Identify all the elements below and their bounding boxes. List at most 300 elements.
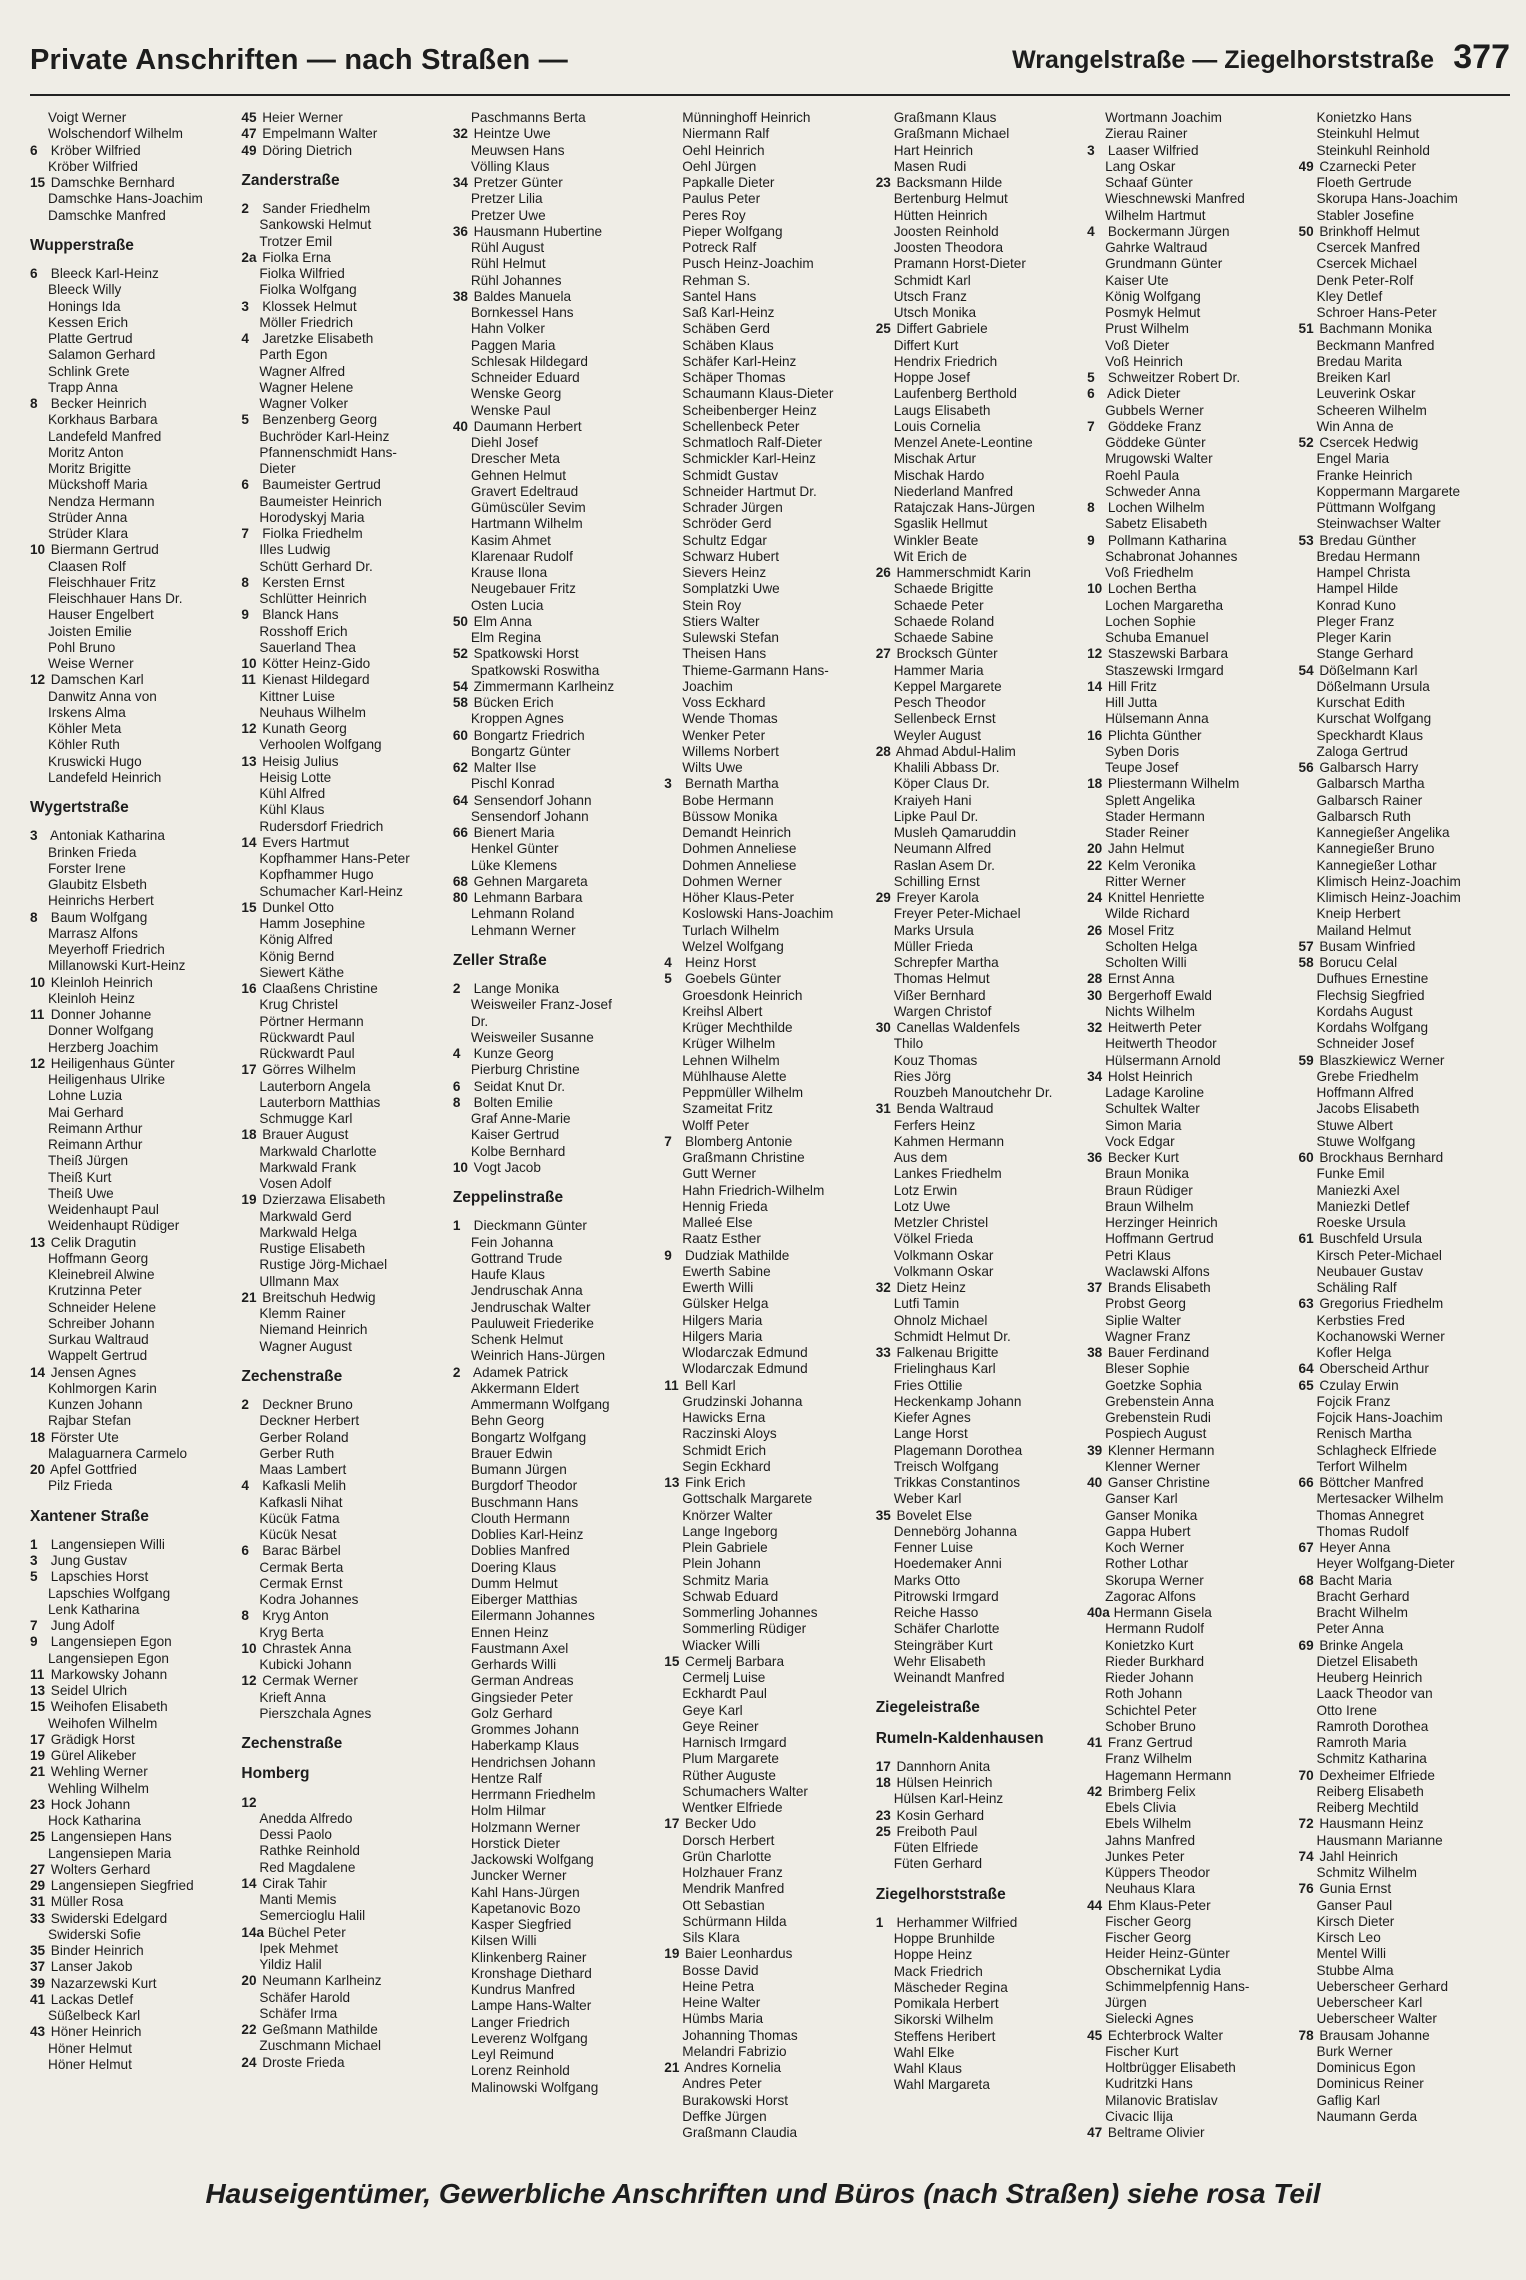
resident-name: Dessi Paolo xyxy=(259,1827,332,1842)
list-item xyxy=(453,906,664,922)
list-item xyxy=(664,484,875,500)
street-range-title: Wrangelstraße — Ziegelhorststraße xyxy=(1012,46,1434,74)
resident-name: Kurschat Edith xyxy=(1316,695,1405,710)
resident-name: Bacht Maria xyxy=(1319,1572,1392,1588)
resident-name: Moritz Anton xyxy=(48,444,124,460)
house-number: 12 xyxy=(241,1794,257,1810)
list-item xyxy=(664,289,875,305)
resident-name: Marrasz Alfons xyxy=(48,925,138,941)
resident-name: Franz Gertrud xyxy=(1107,1735,1193,1750)
resident-name: Pomikala Herbert xyxy=(893,1996,999,2011)
resident-name: Scholten Helga xyxy=(1105,938,1198,954)
resident-name: Bauer Ferdinand xyxy=(1107,1345,1210,1360)
resident-name: Wlodarczak Edmund xyxy=(682,1361,808,1377)
resident-name: Wehr Elisabeth xyxy=(893,1653,986,1669)
list-item xyxy=(1087,776,1298,792)
list-item xyxy=(1087,565,1298,581)
list-item xyxy=(664,1621,875,1637)
list-item xyxy=(241,721,452,737)
list-item xyxy=(664,1963,875,1979)
list-item xyxy=(1087,1638,1298,1654)
list-item xyxy=(1087,1134,1298,1150)
resident-name: Johanning Thomas xyxy=(682,2027,798,2043)
list-item xyxy=(1299,321,1510,337)
list-item xyxy=(1087,1378,1298,1394)
list-item xyxy=(876,1915,1087,1931)
resident-name: Joosten Reinhold xyxy=(893,223,999,239)
resident-name: Plichta Günther xyxy=(1107,727,1202,743)
list-item xyxy=(1299,1735,1510,1751)
resident-name: Kücük Nesat xyxy=(259,1527,337,1542)
resident-name: Hütten Heinrich xyxy=(893,207,988,223)
resident-name: Weyler August xyxy=(893,727,982,743)
house-number: 2 xyxy=(241,201,249,216)
list-item xyxy=(1087,598,1298,614)
resident-name: Schrader Jürgen xyxy=(682,500,783,515)
list-item xyxy=(453,1641,664,1657)
list-item xyxy=(1299,598,1510,614)
list-item xyxy=(664,1946,875,1962)
list-item xyxy=(30,396,241,412)
resident-name: Cermak Berta xyxy=(259,1559,344,1575)
resident-name: Bongartz Wolfgang xyxy=(470,1429,587,1445)
list-item xyxy=(1087,1654,1298,1670)
list-item xyxy=(453,1348,664,1364)
resident-name: Görres Wilhelm xyxy=(262,1062,356,1078)
resident-name: Döring Dietrich xyxy=(262,142,353,158)
resident-name: Gerhards Willi xyxy=(470,1657,557,1672)
street-heading: Zeller Straße xyxy=(452,951,547,969)
resident-name: Püttmann Wolfgang xyxy=(1316,500,1436,515)
list-item xyxy=(876,1556,1087,1572)
house-number: 6 xyxy=(241,477,249,493)
resident-name: Dößelmann Ursula xyxy=(1316,678,1430,694)
house-number: 10 xyxy=(452,1159,468,1175)
column-5 xyxy=(876,110,1087,2150)
resident-name: Weidenhaupt Rüdiger xyxy=(48,1218,180,1234)
resident-name: Gümüscüler Sevim xyxy=(470,500,586,515)
resident-name: Ebels Wilhelm xyxy=(1105,1816,1192,1832)
resident-name: Jürgen xyxy=(1105,1995,1147,2010)
house-number: 38 xyxy=(452,288,468,304)
list-item xyxy=(453,1495,664,1511)
resident-name: Ueberscheer Karl xyxy=(1316,1995,1423,2010)
resident-name: Faustmann Axel xyxy=(470,1640,569,1656)
list-item xyxy=(453,1982,664,1998)
resident-name: Peres Roy xyxy=(682,207,746,223)
list-item xyxy=(30,1365,241,1381)
resident-name: Csercek Hedwig xyxy=(1319,435,1419,450)
resident-name: Schäper Thomas xyxy=(682,370,786,385)
resident-name: Pieper Wolfgang xyxy=(682,223,783,239)
resident-name: Schäfer Charlotte xyxy=(893,1621,1000,1637)
resident-name: Bleser Sophie xyxy=(1105,1361,1190,1377)
list-item xyxy=(453,1511,664,1527)
house-number: 15 xyxy=(30,1699,46,1715)
list-item xyxy=(453,1722,664,1738)
list-item xyxy=(1087,354,1298,370)
list-item xyxy=(876,565,1087,581)
list-item xyxy=(876,939,1087,955)
resident-name: Kessen Erich xyxy=(48,314,129,330)
resident-name: Höner Helmut xyxy=(48,2040,132,2056)
list-item xyxy=(453,2047,664,2063)
list-item xyxy=(241,1478,452,1494)
list-item xyxy=(1299,1589,1510,1605)
resident-name: Hausmann Heinz xyxy=(1319,1816,1424,1832)
resident-name: Gunia Ernst xyxy=(1319,1881,1392,1897)
list-item xyxy=(453,1950,664,1966)
resident-name: Klimisch Heinz-Joachim xyxy=(1316,873,1461,889)
list-item xyxy=(664,760,875,776)
list-item xyxy=(241,559,452,575)
resident-name: Chrastek Anna xyxy=(262,1640,352,1656)
resident-name: Stiers Walter xyxy=(682,613,760,629)
resident-name: Illes Ludwig xyxy=(259,542,331,558)
resident-name: Deckner Bruno xyxy=(262,1397,353,1412)
list-item xyxy=(1087,224,1298,240)
list-item xyxy=(1299,1881,1510,1897)
resident-name: Wargen Christof xyxy=(893,1003,992,1019)
list-item xyxy=(30,737,241,753)
list-item xyxy=(453,516,664,532)
resident-name: Voss Eckhard xyxy=(682,695,766,710)
resident-name: Höner Helmut xyxy=(48,2056,132,2072)
list-item xyxy=(30,331,241,347)
resident-name: Kötter Heinz-Gido xyxy=(262,656,371,671)
resident-name: Leverenz Wolfgang xyxy=(470,2030,588,2046)
list-item xyxy=(664,2093,875,2109)
list-item xyxy=(453,1576,664,1592)
resident-name: Sulewski Stefan xyxy=(682,630,779,645)
resident-name: Kienast Hildegard xyxy=(262,672,370,688)
list-item xyxy=(1087,1556,1298,1572)
resident-name: Schäben Gerd xyxy=(682,321,770,337)
resident-name: Golz Gerhard xyxy=(470,1705,553,1721)
resident-name: Becker Udo xyxy=(685,1816,757,1832)
list-item xyxy=(664,403,875,419)
house-number: 35 xyxy=(30,1943,46,1958)
list-item xyxy=(241,867,452,883)
resident-name: Hümbs Maria xyxy=(682,2011,764,2027)
list-item xyxy=(876,2061,1087,2077)
list-item xyxy=(664,906,875,922)
resident-name: Bosse David xyxy=(682,1962,759,1978)
list-item xyxy=(1087,1036,1298,1052)
resident-name: Nendza Hermann xyxy=(48,493,155,509)
resident-name: Rosshoff Erich xyxy=(259,623,348,639)
resident-name: Potreck Ralf xyxy=(682,240,757,255)
list-item xyxy=(664,1150,875,1166)
list-item xyxy=(876,1118,1087,1134)
list-item xyxy=(664,1670,875,1686)
resident-name: Mischak Artur xyxy=(893,451,977,467)
list-item xyxy=(664,630,875,646)
list-item xyxy=(30,1283,241,1299)
list-item xyxy=(241,380,452,396)
list-item xyxy=(30,624,241,640)
resident-name: Rehman S. xyxy=(682,272,751,288)
resident-name: Ritter Werner xyxy=(1105,873,1186,889)
house-number: 26 xyxy=(875,565,891,580)
resident-name: Jacobs Elisabeth xyxy=(1316,1101,1420,1117)
column-3 xyxy=(453,110,664,2150)
resident-name: Paggen Maria xyxy=(470,337,556,353)
street-heading: Homberg xyxy=(241,1765,310,1783)
list-item xyxy=(30,1267,241,1283)
list-item xyxy=(1087,646,1298,662)
resident-name: Sauerland Thea xyxy=(259,639,356,655)
list-item xyxy=(664,1508,875,1524)
resident-name: Theisen Hans xyxy=(682,646,767,662)
list-item xyxy=(453,1998,664,2014)
resident-name: Gülsker Helga xyxy=(682,1296,769,1312)
resident-name: Schweitzer Robert Dr. xyxy=(1107,370,1241,385)
resident-name: Zagorac Alfons xyxy=(1105,1588,1196,1604)
resident-name: Antoniak Katharina xyxy=(50,828,165,844)
resident-name: Maas Lambert xyxy=(259,1462,347,1477)
house-number: 30 xyxy=(875,1020,891,1035)
list-item xyxy=(876,1621,1087,1637)
resident-name: Mertesacker Wilhelm xyxy=(1316,1491,1444,1507)
list-item xyxy=(664,1816,875,1832)
page-number: 377 xyxy=(1453,38,1510,76)
resident-name: Haufe Klaus xyxy=(470,1267,545,1282)
list-item xyxy=(453,224,664,240)
list-item xyxy=(241,1892,452,1908)
resident-name: Aus dem xyxy=(893,1150,948,1165)
resident-name: Grebenstein Rudi xyxy=(1105,1410,1211,1425)
house-number: 16 xyxy=(1087,727,1103,743)
house-number: 17 xyxy=(664,1816,680,1832)
list-item xyxy=(1299,208,1510,224)
resident-name: Harnisch Irmgard xyxy=(682,1735,787,1750)
resident-name: Sils Klara xyxy=(682,1930,740,1945)
resident-name: Santel Hans xyxy=(682,288,757,304)
resident-name: Elm Regina xyxy=(470,630,542,645)
resident-name: Kunze Georg xyxy=(473,1046,554,1061)
resident-name: Heinz Horst xyxy=(685,955,757,970)
list-item xyxy=(30,1634,241,1650)
resident-name: Weidenhaupt Paul xyxy=(48,1202,159,1217)
house-number: 9 xyxy=(664,1247,672,1263)
list-item xyxy=(453,1079,664,1095)
list-item xyxy=(1299,370,1510,386)
list-item xyxy=(30,1251,241,1267)
list-item xyxy=(241,624,452,640)
list-item xyxy=(664,841,875,857)
resident-name: Dominicus Reiner xyxy=(1316,2076,1424,2092)
list-item xyxy=(664,1183,875,1199)
resident-name: Köhler Ruth xyxy=(48,737,120,753)
list-item xyxy=(876,1589,1087,1605)
resident-name: Langensiepen Siegfried xyxy=(50,1878,194,1893)
list-item xyxy=(241,640,452,656)
resident-name: Deffke Jürgen xyxy=(682,2108,767,2124)
list-item xyxy=(664,793,875,809)
house-number: 16 xyxy=(241,981,257,996)
list-item xyxy=(876,1313,1087,1329)
list-item xyxy=(876,321,1087,337)
list-item xyxy=(876,663,1087,679)
house-number: 65 xyxy=(1298,1377,1314,1393)
house-number: 32 xyxy=(875,1280,891,1295)
list-item xyxy=(30,1748,241,1764)
list-item xyxy=(241,1274,452,1290)
resident-name: Wolschendorf Wilhelm xyxy=(48,126,183,142)
resident-name: Biermann Gertrud xyxy=(50,542,159,558)
list-item xyxy=(664,1426,875,1442)
house-number: 6 xyxy=(30,142,38,158)
resident-name: Kühl Alfred xyxy=(259,786,326,801)
resident-name: Weihofen Wilhelm xyxy=(48,1715,158,1731)
list-item xyxy=(876,1759,1087,1775)
resident-name: Wehling Wilhelm xyxy=(48,1780,149,1796)
resident-name: Steinkuhl Reinhold xyxy=(1316,142,1430,158)
list-item xyxy=(664,1654,875,1670)
resident-name: Staszewski Barbara xyxy=(1107,646,1229,662)
resident-name: Elm Anna xyxy=(473,613,532,629)
list-item xyxy=(453,419,664,435)
list-item xyxy=(241,1690,452,1706)
resident-name: Bredau Hermann xyxy=(1316,548,1421,564)
resident-name: Ries Jörg xyxy=(893,1068,952,1084)
list-item xyxy=(453,1787,664,1803)
column-4 xyxy=(664,110,875,2150)
resident-name: Lochen Wilhelm xyxy=(1107,500,1205,515)
list-item xyxy=(453,744,664,760)
resident-name: Holm Hilmar xyxy=(470,1803,546,1819)
resident-name: Adamek Patrick xyxy=(472,1364,569,1380)
list-item xyxy=(1087,923,1298,939)
list-item xyxy=(241,1127,452,1143)
resident-name: Hausmann Marianne xyxy=(1316,1832,1443,1848)
resident-name: Hoffmann Alfred xyxy=(1316,1085,1414,1100)
list-item xyxy=(453,338,664,354)
list-item xyxy=(1087,2060,1298,2076)
resident-name: Höner Heinrich xyxy=(50,2024,142,2040)
list-item xyxy=(30,1397,241,1413)
list-item xyxy=(453,1625,664,1641)
list-item xyxy=(453,273,664,289)
resident-name: Niemand Heinrich xyxy=(259,1322,368,1338)
resident-name: Wenske Paul xyxy=(470,402,551,418)
resident-name: Müller Rosa xyxy=(50,1894,124,1910)
house-number: 2 xyxy=(241,1397,249,1412)
list-item xyxy=(1299,874,1510,890)
list-item xyxy=(30,845,241,861)
list-item xyxy=(1087,175,1298,191)
list-item xyxy=(1087,240,1298,256)
list-item xyxy=(453,1852,664,1868)
resident-name: Malter Ilse xyxy=(473,760,537,775)
resident-name: Jendruschak Walter xyxy=(470,1299,591,1315)
resident-name: Küppers Theodor xyxy=(1105,1865,1210,1880)
resident-name: Wilts Uwe xyxy=(682,760,743,775)
list-item xyxy=(30,542,241,558)
resident-name: Behn Georg xyxy=(470,1413,545,1429)
list-item xyxy=(241,1111,452,1127)
resident-name: Kannegießer Angelika xyxy=(1316,825,1450,840)
resident-name: Kunath Georg xyxy=(262,721,347,736)
resident-name: Graßmann Claudia xyxy=(682,2125,798,2140)
resident-name: Blaszkiewicz Werner xyxy=(1319,1052,1445,1068)
list-item xyxy=(1299,1573,1510,1589)
resident-name: Hilgers Maria xyxy=(682,1312,763,1328)
list-item xyxy=(876,126,1087,142)
resident-name: Kücük Fatma xyxy=(259,1510,340,1526)
resident-name: Keppel Margarete xyxy=(893,678,1002,694)
house-number: 8 xyxy=(30,396,38,411)
resident-name: Plagemann Dorothea xyxy=(893,1442,1023,1458)
list-item xyxy=(1087,939,1298,955)
resident-name: Prust Wilhelm xyxy=(1105,321,1189,337)
house-number: 36 xyxy=(1087,1150,1103,1165)
list-item xyxy=(876,224,1087,240)
resident-name: Stubbe Alma xyxy=(1316,1962,1394,1978)
resident-name: Niederland Manfred xyxy=(893,483,1014,499)
resident-name: Heiligenhaus Ulrike xyxy=(48,1072,166,1087)
list-item xyxy=(1299,1036,1510,1052)
list-item xyxy=(1299,435,1510,451)
list-item xyxy=(453,435,664,451)
list-item xyxy=(453,1316,664,1332)
directory-columns xyxy=(30,110,1510,2150)
resident-name: Hauser Engelbert xyxy=(48,607,154,623)
resident-name: Wahl Elke xyxy=(893,2044,955,2060)
list-item xyxy=(876,256,1087,272)
resident-name: Herzberg Joachim xyxy=(48,1039,159,1055)
resident-name: Renisch Martha xyxy=(1316,1426,1412,1442)
list-item xyxy=(1299,630,1510,646)
list-item xyxy=(1299,1898,1510,1914)
list-item xyxy=(1087,906,1298,922)
list-item xyxy=(664,663,875,679)
list-item xyxy=(1087,419,1298,435)
resident-name: Claaßens Christine xyxy=(262,981,378,996)
resident-name: Paschmanns Berta xyxy=(470,110,586,125)
list-item xyxy=(1087,110,1298,126)
list-item xyxy=(1087,1410,1298,1426)
list-item xyxy=(876,1840,1087,1856)
resident-name: Hoppe Brunhilde xyxy=(893,1931,995,1946)
list-item xyxy=(876,1345,1087,1361)
list-item xyxy=(664,1605,875,1621)
resident-name: Speckhardt Klaus xyxy=(1316,727,1424,743)
list-item xyxy=(876,581,1087,597)
resident-name: Brockhaus Bernhard xyxy=(1319,1150,1444,1165)
list-item xyxy=(1299,1166,1510,1182)
house-number: 39 xyxy=(30,1975,46,1991)
house-number: 10 xyxy=(241,1640,257,1656)
house-number: 59 xyxy=(1298,1052,1314,1068)
list-item xyxy=(876,1166,1087,1182)
resident-name: Beckmann Manfred xyxy=(1316,337,1435,353)
resident-name: Kohlmorgen Karin xyxy=(48,1380,157,1396)
resident-name: Schweder Anna xyxy=(1105,483,1201,499)
resident-name: Brausam Johanne xyxy=(1319,2027,1430,2043)
house-number: 12 xyxy=(30,672,46,688)
resident-name: Hoppe Heinz xyxy=(893,1947,973,1963)
resident-name: Wenske Georg xyxy=(470,386,562,402)
house-number: 11 xyxy=(30,1007,45,1022)
resident-name: Andres Peter xyxy=(682,2076,762,2092)
house-number: 3 xyxy=(241,298,249,314)
resident-name: Landefeld Heinrich xyxy=(48,769,162,785)
resident-name: Braun Rüdiger xyxy=(1105,1182,1193,1198)
list-item xyxy=(30,143,241,159)
resident-name: Herzinger Heinrich xyxy=(1105,1215,1218,1230)
